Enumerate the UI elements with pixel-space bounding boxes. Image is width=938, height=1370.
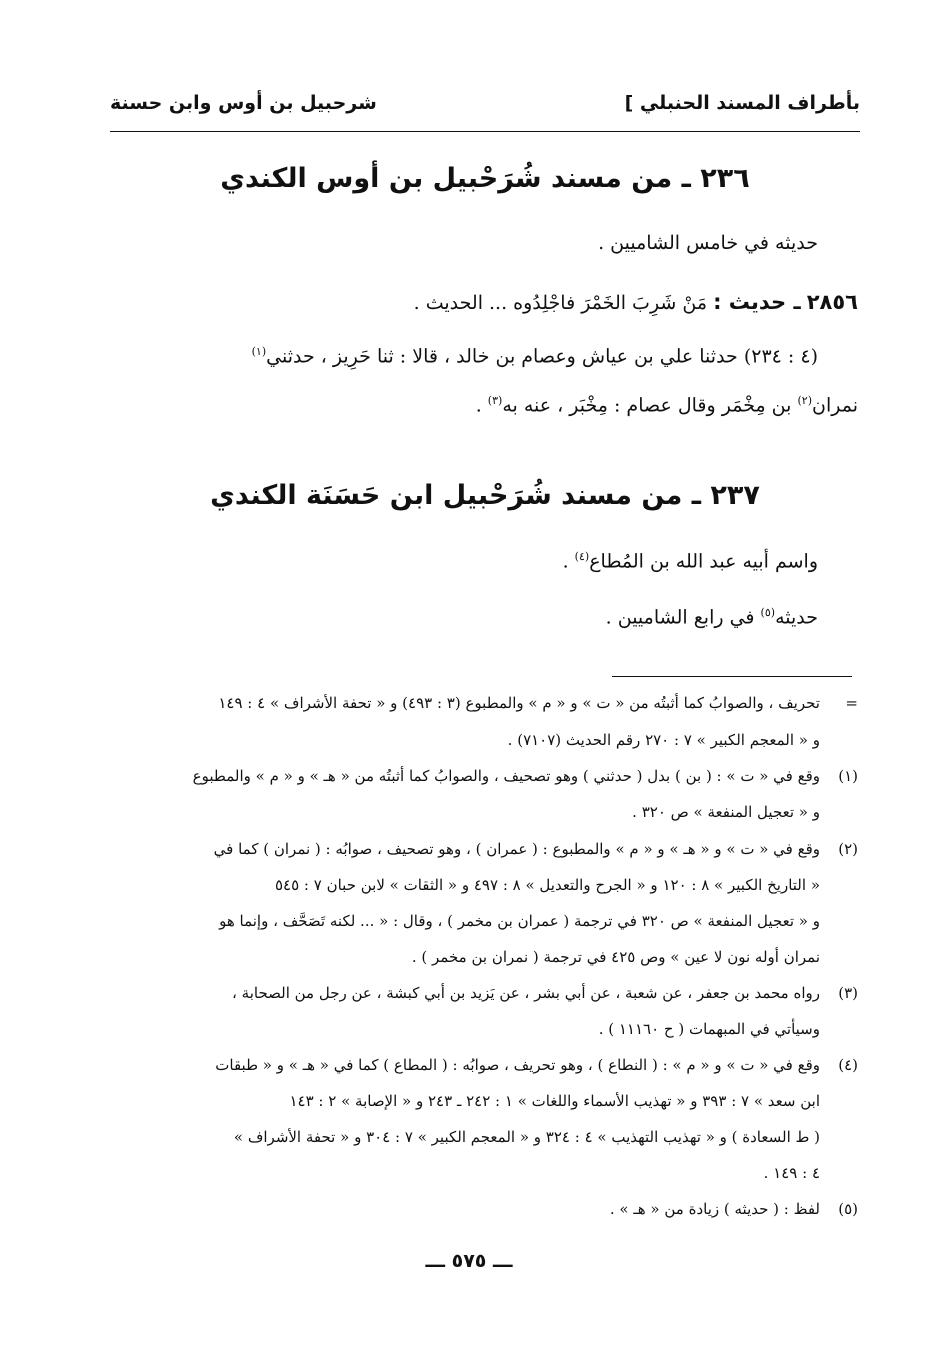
footnote-marker: =	[845, 694, 858, 712]
footnote-continued-line-2: و « المعجم الكبير » ٧ : ٢٧٠ رقم الحديث (٧١٠٧) .	[507, 731, 820, 749]
footnote-ref-3[interactable]: (٣)	[487, 394, 503, 407]
footnote-4-line-2: ابن سعد » ٧ : ٣٩٣ و « تهذيب الأسماء واللغات » ١ : ٢٤٢ ـ ٢٤٣ و « الإصابة » ٢ : ١٤٣	[289, 1092, 820, 1110]
footnote-text: رواه محمد بن جعفر ، عن شعبة ، عن أبي بشر ، عن يَزيد بن أبي كبشة ، عن رجل من الصحابة ،	[232, 984, 820, 1002]
footnote-marker: (٥)	[838, 1200, 858, 1218]
footnote-text: تحريف ، والصوابُ كما أثبتُه من « ت » و « م » والمطبوع (٣ : ٤٩٣) و « تحفة الأشراف » ٤ : ١٤٩	[218, 694, 820, 712]
header-book-title: بأطراف المسند الحنبلي ]	[624, 92, 860, 114]
footnote-divider	[612, 676, 852, 677]
isnad-text-1: (٤ : ٢٣٤) حدثنا علي بن عياش وعصام بن خالد ، قالا : ثنا حَرِيز ، حدثني	[266, 345, 818, 368]
header-divider	[110, 131, 860, 132]
footnote-1-line-1	[106, 767, 858, 785]
footnote-ref-4[interactable]: (٤)	[574, 550, 590, 563]
footnote-continued-line-1	[106, 694, 858, 712]
footnote-2-line-1	[106, 840, 858, 858]
footnote-ref-5[interactable]: (٥)	[760, 606, 776, 619]
footnote-5-line-1	[106, 1200, 858, 1218]
section-236-title: ٢٣٦ ـ من مسند شُرَحْبيل بن أوس الكندي	[220, 163, 750, 194]
isnad-text-2b: بن مِخْمَر وقال عصام : مِخْبَر ، عنه به	[502, 394, 798, 417]
section-237-text-1b: .	[562, 550, 575, 573]
hadith-text: مَنْ شَرِبَ الخَمْرَ فاجْلِدُوه ... الحديث .	[413, 292, 708, 314]
section-237-text-2b: في رابع الشاميين .	[605, 606, 761, 629]
footnote-text: وقع في « ت » و « م » : ( النطاع ) ، وهو تحريف ، صوابُه : ( المطاع ) كما في « هـ » و « طبقات	[215, 1056, 820, 1074]
footnote-text: وقع في « ت » : ( بن ) بدل ( حدثني ) وهو تصحيف ، والصوابُ كما أثبتُه من « هـ » و « م » والمطبوع	[192, 767, 820, 785]
isnad-line-1	[58, 345, 818, 367]
footnote-3-line-2: وسيأتي في المبهمات ( ح ١١١٦٠ ) .	[598, 1020, 820, 1038]
footnote-2-line-2: « التاريخ الكبير » ٨ : ١٢٠ و « الجرح والتعديل » ٨ : ٤٩٧ و « الثقات » لابن حبان ٧ : ٥٤٥	[274, 876, 820, 894]
footnote-marker: (١)	[838, 767, 858, 785]
footnote-marker: (٤)	[838, 1056, 858, 1074]
header-chapter-title: شرحبيل بن أوس وابن حسنة	[110, 92, 377, 114]
section-237-line-2	[58, 606, 818, 628]
footnote-2-line-4: نمران أوله نون لا عين » وص ٤٢٥ في ترجمة ( نمران بن مخمر ) .	[411, 948, 820, 966]
hadith-label: ـ حديث :	[713, 290, 801, 314]
footnote-text: لفظ : ( حديثه ) زيادة من « هـ » .	[609, 1200, 820, 1218]
footnote-text: وقع في « ت » و « هـ » و « م » والمطبوع : ( عمران ) ، وهو تصحيف ، صوابُه : ( نمران ) كما في	[213, 840, 820, 858]
section-237-title: ٢٣٧ ـ من مسند شُرَحْبيل ابن حَسَنَة الكندي	[210, 480, 760, 511]
footnote-2-line-3: و « تعجيل المنفعة » ص ٣٢٠ في ترجمة ( عمران بن مخمر ) ، وقال : « ... لكنه تَصَحَّف ، وإنما هو	[219, 912, 820, 930]
footnote-3-line-1	[106, 984, 858, 1002]
footnote-4-line-3: ( ط السعادة ) و « تهذيب التهذيب » ٤ : ٣٢٤ و « المعجم الكبير » ٧ : ٣٠٤ و « تحفة الأشراف »	[233, 1128, 820, 1146]
isnad-text-2a: نمران	[812, 394, 858, 417]
footnote-marker: (٢)	[838, 840, 858, 858]
footnote-ref-2[interactable]: (٢)	[797, 394, 812, 407]
footnote-1-line-2: و « تعجيل المنفعة » ص ٣٢٠ .	[632, 803, 820, 821]
page-number: ـــ ٥٧٥ ـــ	[425, 1250, 513, 1272]
footnote-marker: (٣)	[838, 984, 858, 1002]
footnote-ref-1[interactable]: (١)	[251, 345, 267, 358]
section-237-text-2a: حديثه	[775, 606, 818, 629]
isnad-text-2c: .	[475, 394, 488, 417]
section-237-text-1a: واسم أبيه عبد الله بن المُطاع	[589, 550, 818, 573]
section-236-intro: حديثه في خامس الشاميين .	[598, 232, 818, 254]
footnote-4-line-1	[106, 1056, 858, 1074]
section-237-line-1	[58, 550, 818, 572]
hadith-number: ٢٨٥٦	[806, 290, 858, 314]
running-header	[110, 92, 860, 128]
footnote-4-line-4: ٤ : ١٤٩ .	[763, 1164, 820, 1182]
isnad-line-2	[98, 394, 858, 416]
hadith-2856	[98, 290, 858, 314]
